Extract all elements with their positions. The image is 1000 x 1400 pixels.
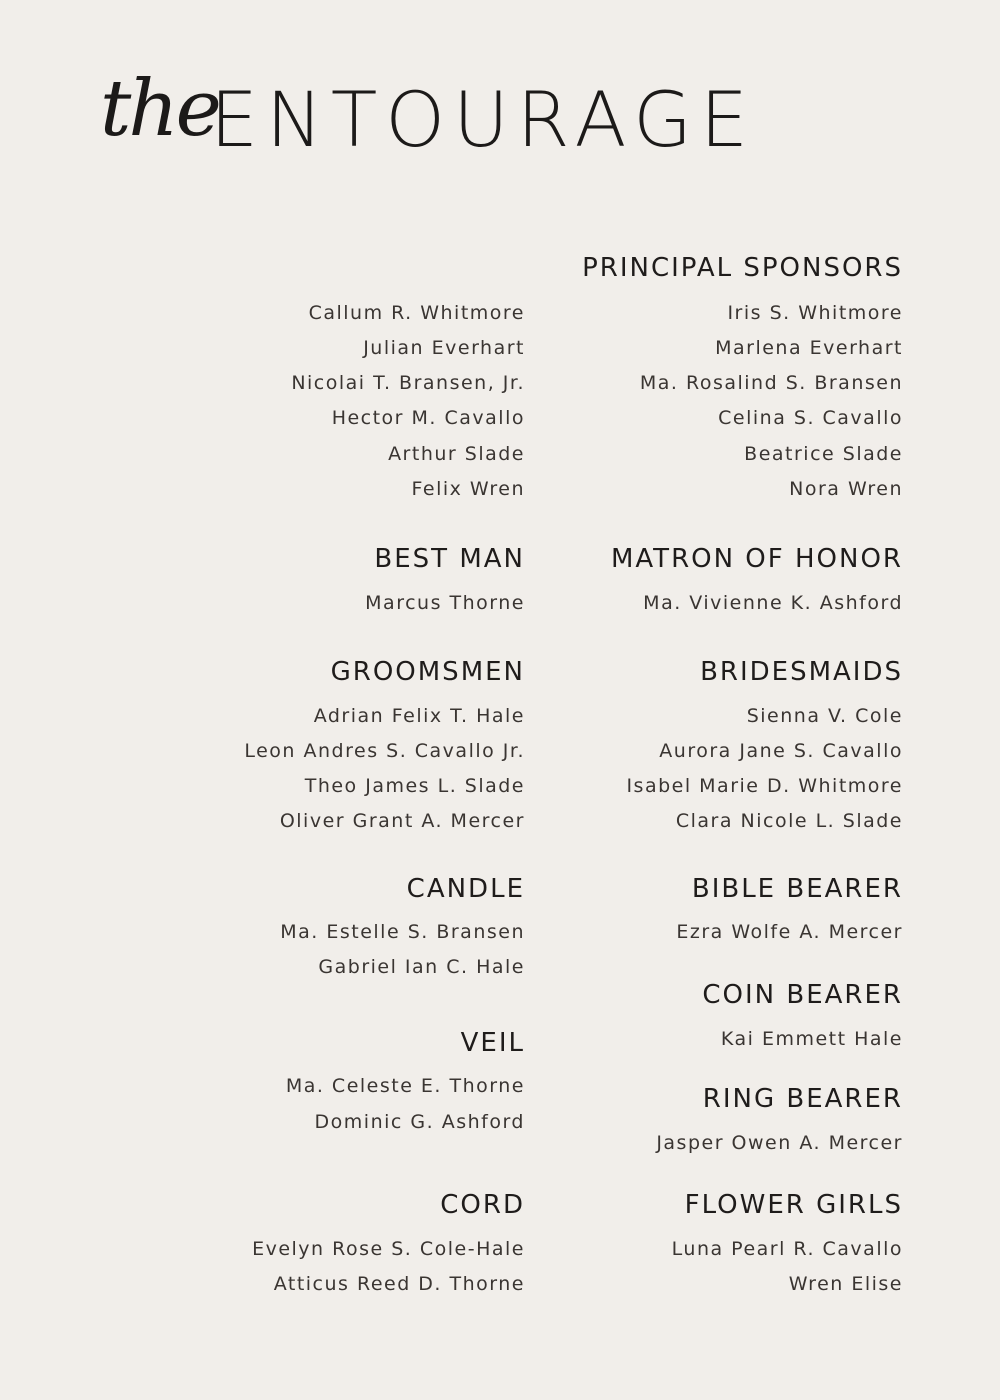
bridesmaid-3: Isabel Marie D. Whitmore (626, 775, 903, 797)
best-man-name: Marcus Thorne (365, 592, 525, 614)
bridesmaid-1: Sienna V. Cole (746, 705, 903, 727)
ring-bearer-name: Jasper Owen A. Mercer (656, 1132, 903, 1154)
sponsor-left-5: Arthur Slade (388, 443, 525, 465)
cord-name-2: Atticus Reed D. Thorne (273, 1273, 525, 1295)
veil-heading: VEIL (460, 1028, 525, 1058)
cord-name-1: Evelyn Rose S. Cole-Hale (252, 1238, 525, 1260)
matron-of-honor-name: Ma. Vivienne K. Ashford (643, 592, 903, 614)
sponsor-right-2: Marlena Everhart (715, 337, 903, 359)
left-column (125, 0, 525, 1400)
ring-bearer-heading: RING BEARER (702, 1084, 903, 1114)
groomsman-2: Leon Andres S. Cavallo Jr. (244, 740, 525, 762)
sponsor-left-2: Julian Everhart (363, 337, 525, 359)
candle-name-2: Gabriel Ian C. Hale (318, 956, 525, 978)
matron-of-honor-heading: MATRON OF HONOR (610, 544, 903, 574)
groomsman-1: Adrian Felix T. Hale (313, 705, 525, 727)
flower-girl-1: Luna Pearl R. Cavallo (671, 1238, 903, 1260)
flower-girl-2: Wren Elise (788, 1273, 903, 1295)
bridesmaid-2: Aurora Jane S. Cavallo (659, 740, 903, 762)
coin-bearer-heading: COIN BEARER (702, 980, 903, 1010)
sponsor-left-3: Nicolai T. Bransen, Jr. (291, 372, 525, 394)
bridesmaids-heading: BRIDESMAIDS (700, 657, 903, 687)
candle-heading: CANDLE (406, 874, 525, 904)
best-man-heading: BEST MAN (374, 544, 525, 574)
right-column (483, 0, 903, 1400)
sponsor-right-5: Beatrice Slade (744, 443, 903, 465)
title-script: the (100, 64, 219, 154)
sponsor-left-6: Felix Wren (411, 478, 525, 500)
coin-bearer-name: Kai Emmett Hale (720, 1028, 903, 1050)
flower-girls-heading: FLOWER GIRLS (684, 1190, 903, 1220)
bridesmaid-4: Clara Nicole L. Slade (675, 810, 903, 832)
veil-name-2: Dominic G. Ashford (314, 1111, 525, 1133)
bible-bearer-heading: BIBLE BEARER (691, 874, 903, 904)
sponsor-left-4: Hector M. Cavallo (331, 407, 525, 429)
bible-bearer-name: Ezra Wolfe A. Mercer (676, 921, 903, 943)
sponsor-right-6: Nora Wren (789, 478, 903, 500)
sponsor-right-1: Iris S. Whitmore (727, 302, 903, 324)
cord-heading: CORD (440, 1190, 525, 1220)
candle-name-1: Ma. Estelle S. Bransen (280, 921, 525, 943)
groomsmen-heading: GROOMSMEN (330, 657, 525, 687)
groomsman-4: Oliver Grant A. Mercer (279, 810, 525, 832)
veil-name-1: Ma. Celeste E. Thorne (285, 1075, 525, 1097)
sponsor-left-1: Callum R. Whitmore (308, 302, 525, 324)
page-title: ENTOURAGE (210, 75, 757, 164)
sponsor-right-4: Celina S. Cavallo (718, 407, 903, 429)
principal-sponsors-heading: PRINCIPAL SPONSORS (582, 253, 903, 283)
groomsman-3: Theo James L. Slade (304, 775, 525, 797)
sponsor-right-3: Ma. Rosalind S. Bransen (639, 372, 903, 394)
